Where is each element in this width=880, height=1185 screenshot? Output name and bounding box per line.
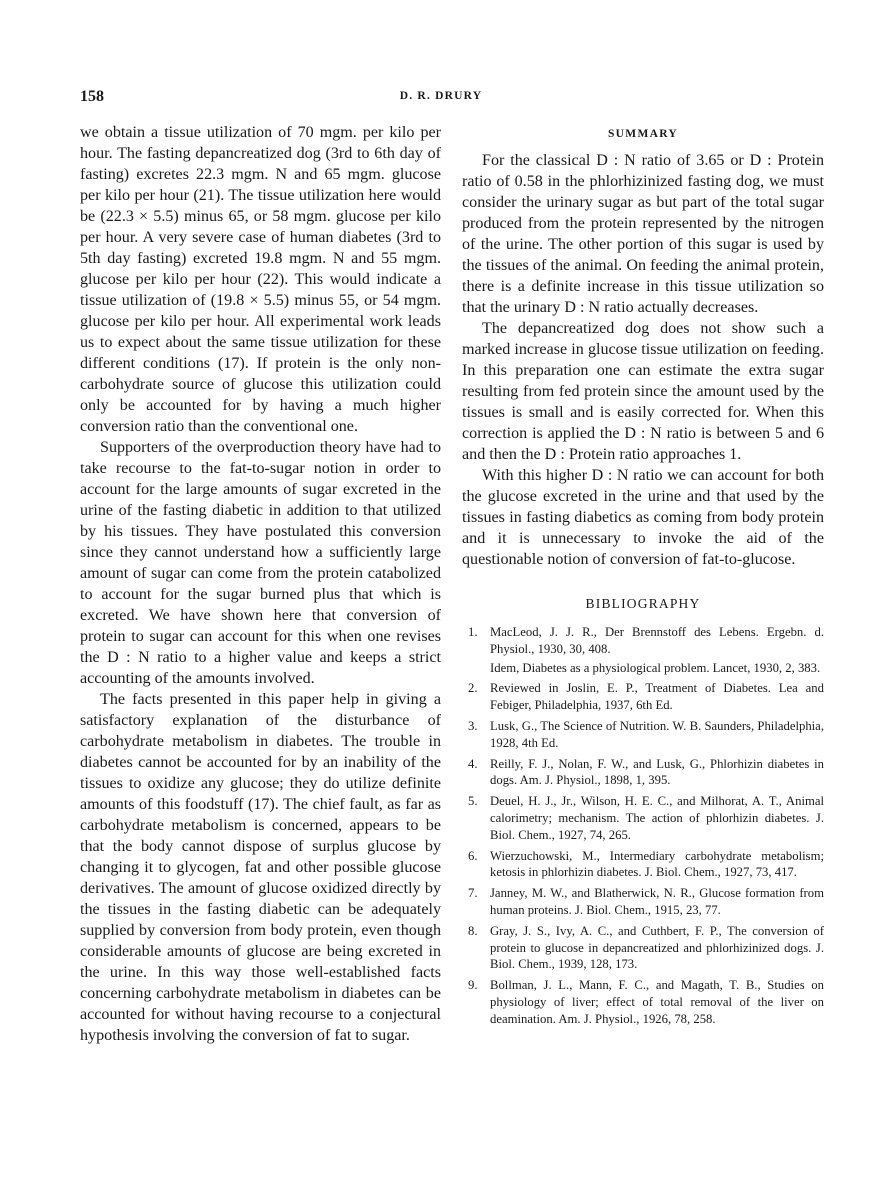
right-column [462, 122, 824, 1032]
reference-item [462, 977, 824, 1027]
reference-item [462, 624, 824, 676]
running-head: D. R. DRURY [399, 90, 483, 102]
reference-extra: Idem, Diabetes as a physiological problem. Lancet, 1930, 2, 383. [490, 660, 821, 675]
reference-item [462, 923, 824, 973]
reference-number: 8. [468, 923, 478, 938]
body-paragraph: Supporters of the overproduction theory have had to take recourse to the fat-to-sugar notion in order to account for the large amounts of sugar excreted in the urine of the fasting diabetic in addition to that utilized by his tissues. They have postulated this conversion since they cannot understand how a sufficiently large amount of sugar can come from the protein catabolized to account for the sugar burned plus that which is excreted. We have shown here that conversion of protein to sugar can account for this when one revises the D : N ratio to a higher value and keeps a strict accounting of the amounts involved. [80, 439, 441, 687]
reference-item [462, 756, 824, 790]
reference-text: Janney, M. W., and Blatherwick, N. R., Glucose formation from human proteins. J. Biol. Chem., 1915, 23, 77. [490, 886, 824, 917]
reference-text: Deuel, H. J., Jr., Wilson, H. E. C., and Milhorat, A. T., Animal calorimetry; mechanism. The action of phlorhizin diabetes. J. Biol. Chem., 1927, 74, 265. [490, 794, 824, 842]
summary-paragraph: For the classical D : N ratio of 3.65 or D : Protein ratio of 0.58 in the phlorhizinized fasting dog, we must consider the urinary sugar as but part of the total sugar produced from the protein represented by the nitrogen of the urine. The other portion of this sugar is used by the tissues of the animal. On feeding the animal protein, there is a definite increase in this tissue utilization so that the urinary D : N ratio actually decreases. [462, 152, 824, 316]
reference-text: Reilly, F. J., Nolan, F. W., and Lusk, G., Phlorhizin diabetes in dogs. Am. J. Physiol., 1898, 1, 395. [490, 756, 824, 788]
reference-text: MacLeod, J. J. R., Der Brennstoff des Lebens. Ergebn. d. Physiol., 1930, 30, 408. [490, 625, 824, 656]
reference-text: Gray, J. S., Ivy, A. C., and Cuthbert, F. P., The conversion of protein to glucose in depancreatized and phlorhizinized dogs. J. Biol. Chem., 1939, 128, 173. [490, 923, 824, 972]
summary-paragraph: With this higher D : N ratio we can account for both the glucose excreted in the urine and that used by the tissues in fasting diabetics as coming from body protein and it is unnecessary to invoke the aid of the questionable notion of conversion of fat-to-glucose. [462, 467, 824, 568]
body-paragraph: we obtain a tissue utilization of 70 mgm. per kilo per hour. The fasting depancreatized dog (3rd to 6th day of fasting) excretes 22.3 mgm. N and 65 mgm. glucose per kilo per hour (21). The tissue utilization here would be (22.3 × 5.5) minus 65, or 58 mgm. glucose per kilo per hour. A very severe case of human diabetes (3rd to 5th day fasting) excreted 19.8 mgm. N and 55 mgm. glucose per kilo per hour (22). This would indicate a tissue utilization of (19.8 × 5.5) minus 55, or 54 mgm. glucose per kilo per hour. All experimental work leads us to expect about the same tissue utilization for these different conditions (17). If protein is the only non-carbohydrate source of glucose this utilization could only be accounted for by having a much higher conversion ratio than the conventional one. [80, 124, 441, 435]
reference-text: Reviewed in Joslin, E. P., Treatment of Diabetes. Lea and Febiger, Philadelphia, 1937, 6th Ed. [490, 681, 824, 713]
bibliography-heading: BIBLIOGRAPHY [585, 596, 701, 611]
summary-heading: SUMMARY [607, 128, 679, 140]
reference-item [462, 885, 824, 919]
reference-text: Lusk, G., The Science of Nutrition. W. B. Saunders, Philadelphia, 1928, 4th Ed. [490, 718, 824, 750]
reference-number: 6. [468, 848, 478, 863]
body-paragraph: The facts presented in this paper help in giving a satisfactory explanation of the disturbance of carbohydrate metabolism in diabetes. The trouble in diabetes cannot be accounted for by an inability of the tissues to oxidize any glucose; they do utilize definite amounts of this foodstuff (17). The chief fault, as far as carbohydrate metabolism is concerned, appears to be that the body cannot dispose of surplus glucose by changing it to glycogen, fat and other possible glucose derivatives. The amount of glucose oxidized directly by the tissues in the fasting diabetic can be adequately supplied by conversion from body protein, even though considerable amounts of glucose are being excreted in the urine. In this way those well-established facts concerning carbohydrate metabolism in diabetes can be accounted for without having recourse to a conjectural hypothesis involving the conversion of fat to sugar. [80, 691, 441, 1044]
page-number: 158 [80, 88, 104, 105]
page-header [80, 88, 802, 108]
reference-item [462, 680, 824, 714]
left-column [80, 122, 441, 1046]
reference-number: 1. [468, 625, 478, 639]
summary-paragraph: The depancreatized dog does not show such a marked increase in glucose tissue utilization on feeding. In this preparation one can estimate the extra sugar resulting from fed protein since the amount used by the tissues is small and is easily corrected for. When this correction is applied the D : N ratio is between 5 and 6 and then the D : Protein ratio approaches 1. [462, 320, 824, 463]
reference-item [462, 793, 824, 843]
bibliography-list [462, 624, 824, 1028]
reference-item [462, 848, 824, 882]
reference-number: 5. [468, 794, 478, 809]
reference-text: Bollman, J. L., Mann, F. C., and Magath, T. B., Studies on physiology of liver; effect of total removal of the liver on deamination. Am. J. Physiol., 1926, 78, 258. [490, 978, 824, 1026]
reference-number: 9. [468, 978, 478, 993]
reference-number: 2. [468, 681, 478, 696]
reference-number: 4. [468, 756, 478, 771]
reference-number: 7. [468, 886, 478, 901]
reference-text: Wierzuchowski, M., Intermediary carbohydrate metabolism; ketosis in phlorhizin diabetes. J. Biol. Chem., 1927, 73, 417. [490, 848, 824, 880]
reference-item [462, 718, 824, 752]
reference-number: 3. [468, 718, 478, 733]
